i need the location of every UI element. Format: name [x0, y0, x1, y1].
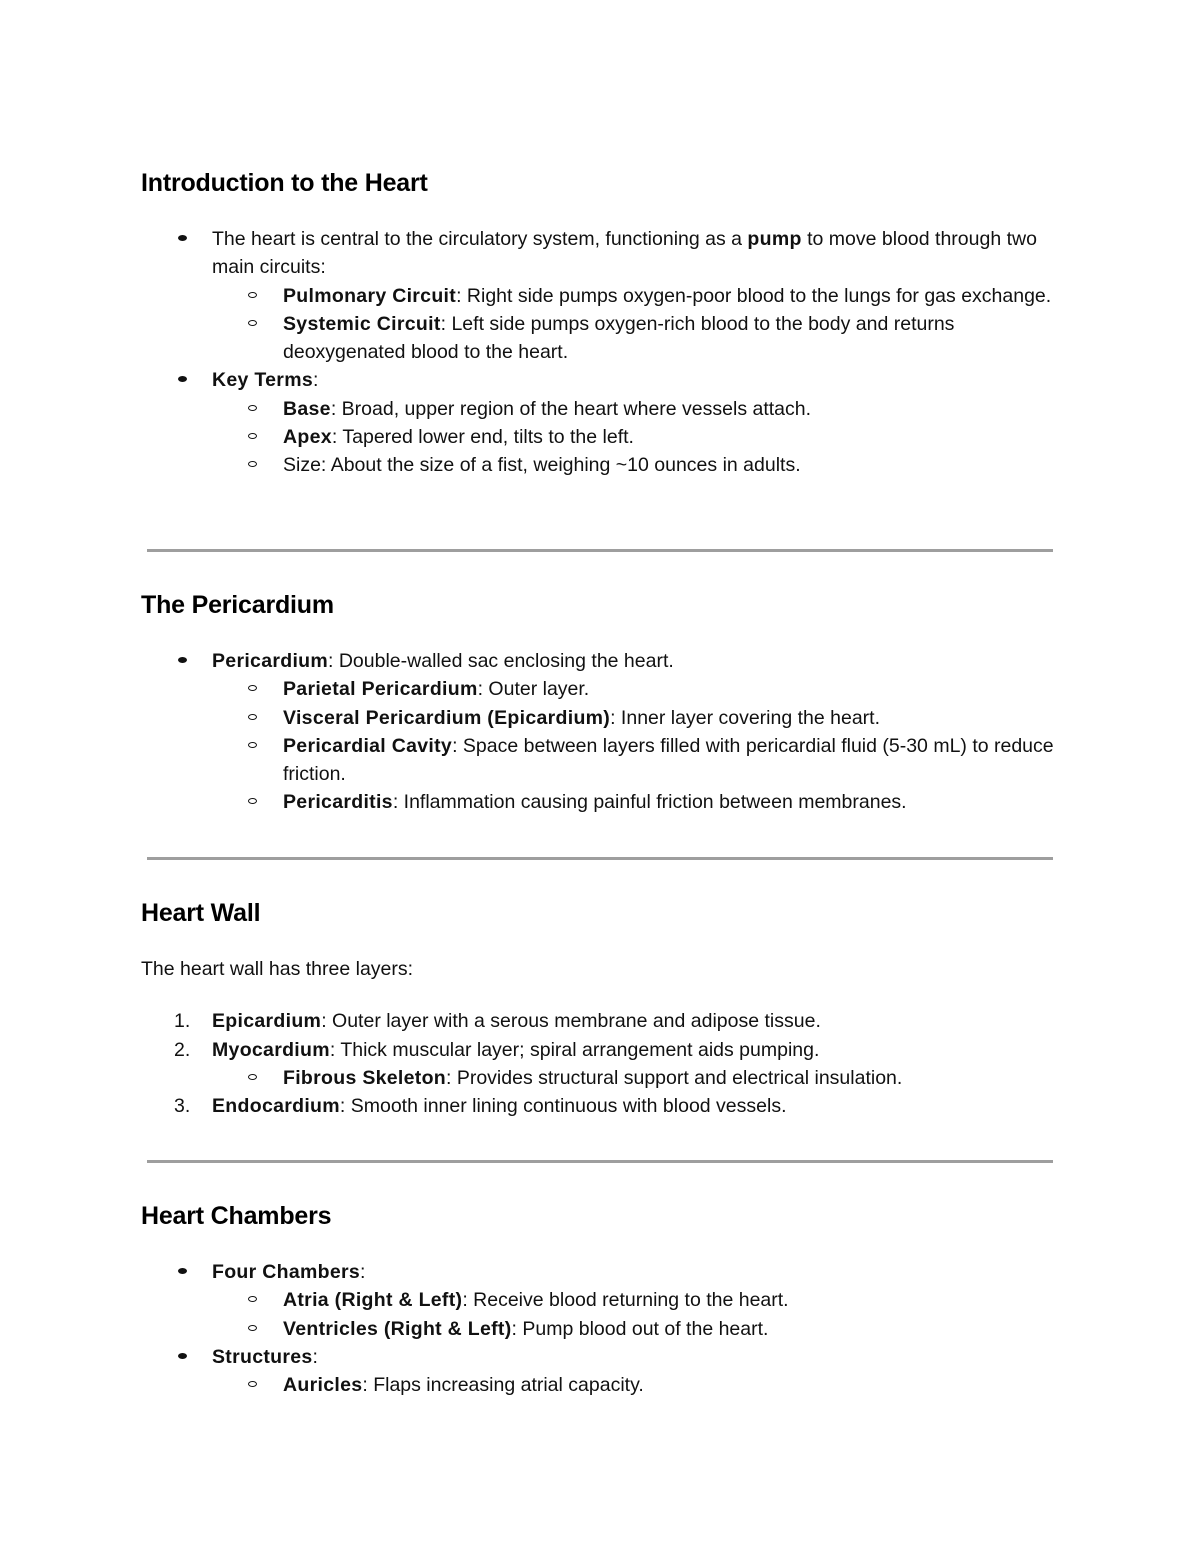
list-item: 2. Myocardium: Thick muscular layer; spiral arrangement aids pumping.: [141, 1036, 1081, 1064]
bullet-icon: [178, 657, 187, 663]
circle-bullet-icon: [248, 798, 257, 804]
section-title: Heart Chambers: [141, 1202, 332, 1230]
section-heart-wall: [141, 898, 1081, 1120]
circle-bullet-icon: [248, 433, 257, 439]
section-heart-chambers: [141, 1201, 1081, 1399]
circle-bullet-icon: [248, 1074, 257, 1080]
circle-bullet-icon: [248, 1296, 257, 1302]
sub-list-item: Parietal Pericardium: Outer layer.: [141, 675, 1081, 703]
sub-list-item: Size: About the size of a fist, weighing ~10 ounces in adults.: [141, 451, 1081, 479]
numbered-list: [141, 1007, 1081, 1120]
section-title: Introduction to the Heart: [141, 169, 428, 197]
intro-paragraph: The heart wall has three layers:: [141, 958, 414, 980]
sub-list-item: Pericardial Cavity: Space between layers filled with pericardial fluid (5-30 mL) to reduce friction.: [141, 732, 1081, 789]
sub-list-item: Systemic Circuit: Left side pumps oxygen-rich blood to the body and returns deoxygenated blood to the heart.: [141, 310, 1081, 367]
list-number: 3.: [174, 1095, 191, 1118]
section-title: The Pericardium: [141, 591, 334, 619]
sub-list-item: Pulmonary Circuit: Right side pumps oxygen-poor blood to the lungs for gas exchange.: [141, 282, 1081, 310]
list-item: Structures:: [141, 1343, 1081, 1371]
list-number: 2.: [174, 1038, 191, 1061]
circle-bullet-icon: [248, 1381, 257, 1387]
list-item: 1. Epicardium: Outer layer with a serous membrane and adipose tissue.: [141, 1007, 1081, 1035]
list-number: 1.: [174, 1010, 191, 1033]
sub-list-item: Fibrous Skeleton: Provides structural support and electrical insulation.: [141, 1064, 1081, 1092]
bullet-icon: [178, 1353, 187, 1359]
horizontal-divider: [147, 549, 1053, 552]
sub-list-item: Apex: Tapered lower end, tilts to the left.: [141, 423, 1081, 451]
bullet-icon: [178, 1268, 187, 1274]
section-pericardium: [141, 590, 1081, 817]
sub-list-item: Visceral Pericardium (Epicardium): Inner layer covering the heart.: [141, 704, 1081, 732]
bullet-icon: [178, 376, 187, 382]
bullet-list: [141, 1258, 1081, 1399]
list-item: The heart is central to the circulatory system, functioning as a pump to move blood through two main circuits:: [141, 225, 1081, 282]
section-title: Heart Wall: [141, 899, 261, 927]
sub-list-item: Ventricles (Right & Left): Pump blood out of the heart.: [141, 1315, 1081, 1343]
section-introduction: [141, 168, 1081, 480]
circle-bullet-icon: [248, 405, 257, 411]
list-item: Four Chambers:: [141, 1258, 1081, 1286]
sub-list-item: Pericarditis: Inflammation causing painful friction between membranes.: [141, 788, 1081, 816]
sub-list-item: Auricles: Flaps increasing atrial capacity.: [141, 1371, 1081, 1399]
horizontal-divider: [147, 1160, 1053, 1163]
circle-bullet-icon: [248, 685, 257, 691]
sub-list-item: Base: Broad, upper region of the heart where vessels attach.: [141, 395, 1081, 423]
circle-bullet-icon: [248, 461, 257, 467]
list-item: Key Terms:: [141, 366, 1081, 394]
bullet-icon: [178, 235, 187, 241]
bullet-list: [141, 225, 1081, 480]
circle-bullet-icon: [248, 292, 257, 298]
horizontal-divider: [147, 857, 1053, 860]
list-item: Pericardium: Double-walled sac enclosing the heart.: [141, 647, 1081, 675]
circle-bullet-icon: [248, 1325, 257, 1331]
circle-bullet-icon: [248, 714, 257, 720]
list-item: 3. Endocardium: Smooth inner lining continuous with blood vessels.: [141, 1092, 1081, 1120]
bullet-list: [141, 647, 1081, 817]
circle-bullet-icon: [248, 320, 257, 326]
sub-list-item: Atria (Right & Left): Receive blood returning to the heart.: [141, 1286, 1081, 1314]
circle-bullet-icon: [248, 742, 257, 748]
